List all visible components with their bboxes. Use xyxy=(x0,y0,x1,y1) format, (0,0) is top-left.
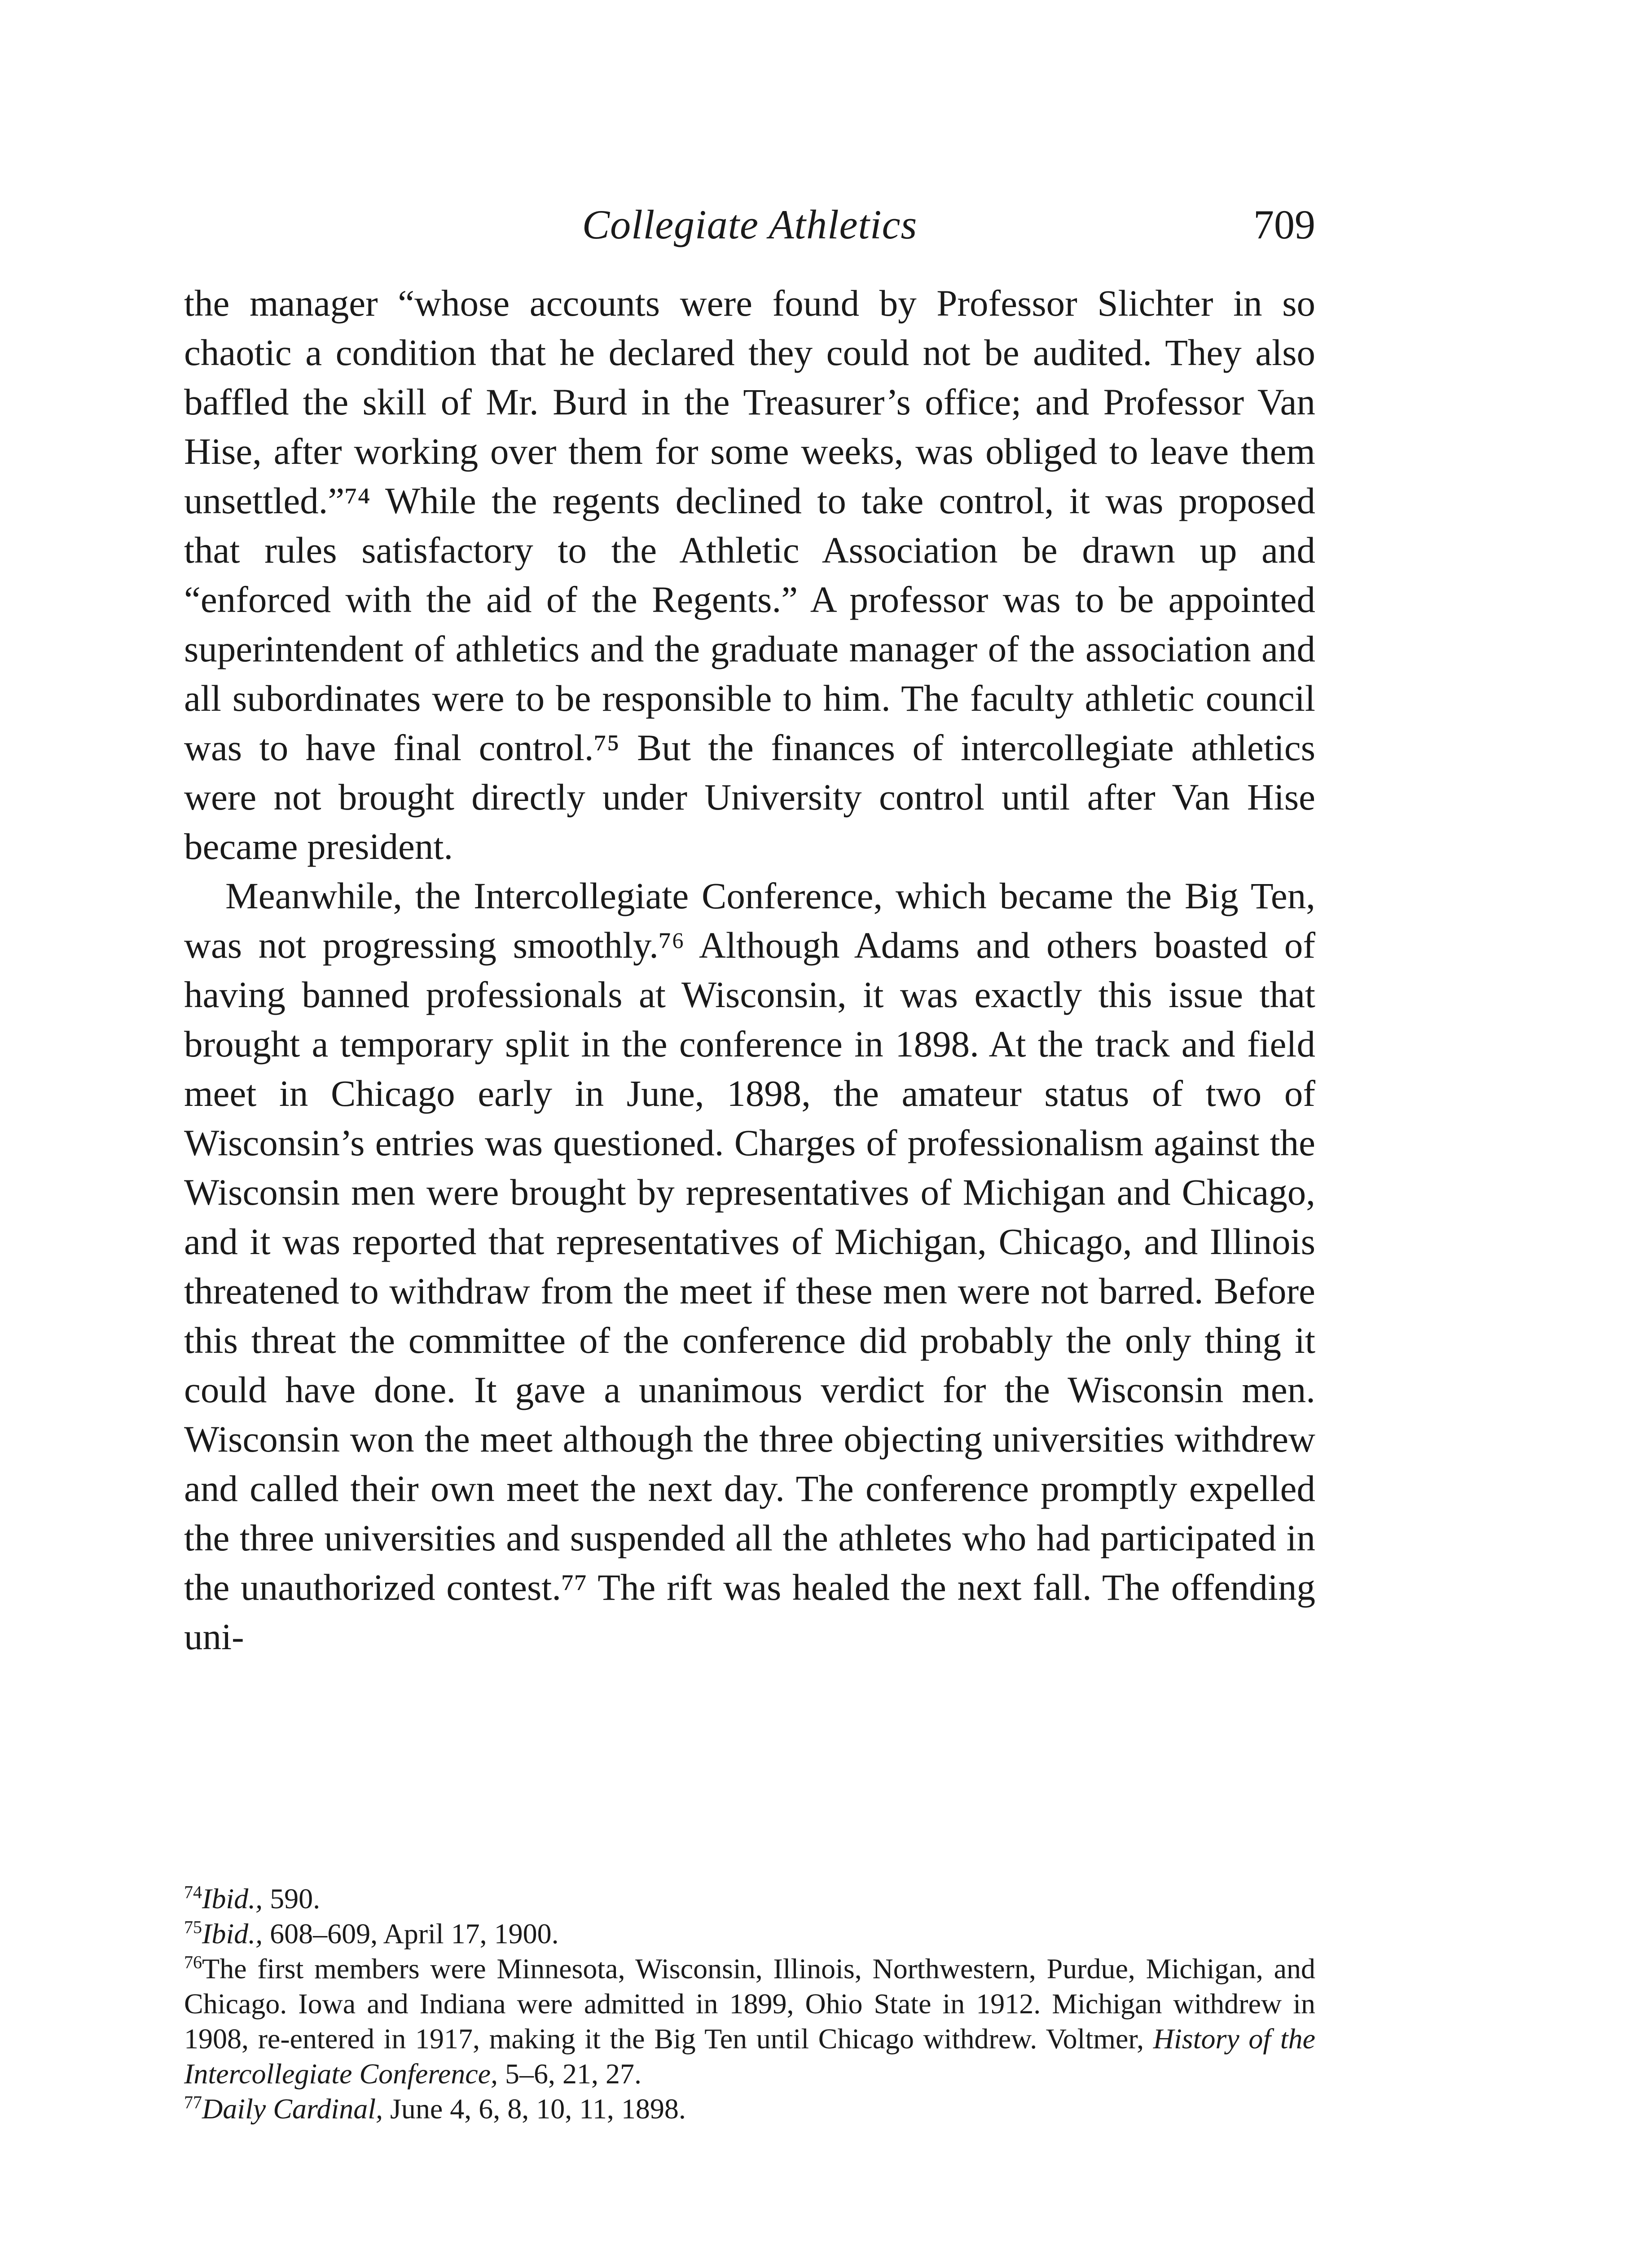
footnote-source: Daily Cardinal, xyxy=(202,2093,383,2125)
footnote-source: Ibid., xyxy=(202,1883,263,1915)
page-header xyxy=(184,193,1315,256)
footnote-75 xyxy=(184,1916,1315,1951)
footnote-number: 74 xyxy=(184,1882,202,1902)
footnote-74 xyxy=(184,1881,1315,1916)
footnote-text: The first members were Minnesota, Wisconsin, Illinois, Northwestern, Purdue, Michigan, and Chicago. Iowa and Indiana were admitted in 1899, Ohio State in 1912. Michigan withdrew in 1908, re-entered in 1917, making it the Big Ten until Chicago withdrew. Voltmer, xyxy=(184,1953,1315,2055)
footnote-number: 77 xyxy=(184,2092,202,2113)
paragraph-continued: the manager “whose accounts were found by Professor Slichter in so chaotic a condition that he declared they could not be audited. They also baffled the skill of Mr. Burd in the Treasurer’s office; and Professor Van Hise, after working over them for some weeks, was obliged to leave them unsettled.”⁷⁴ While the regents declined to take control, it was proposed that rules satisfactory to the Athletic Association be drawn up and “enforced with the aid of the Regents.” A professor was to be appointed superintendent of athletics and the graduate manager of the association and all subordinates were to be responsible to him. The faculty athletic council was to have final control.⁷⁵ But the finances of intercollegiate athletics were not brought directly under University control until after Van Hise became president. xyxy=(184,282,1315,867)
footnote-source: History of the Intercollegiate Conference, xyxy=(184,2023,1316,2090)
running-head: Collegiate Athletics xyxy=(582,202,918,247)
footnote-text: 608–609, April 17, 1900. xyxy=(263,1918,559,1950)
footnote-source: Ibid., xyxy=(202,1918,263,1950)
footnote-text: June 4, 6, 8, 10, 11, 1898. xyxy=(382,2093,686,2125)
page-number: 709 xyxy=(1253,202,1315,247)
footnote-text: 5–6, 21, 27. xyxy=(498,2058,641,2090)
footnote-text: 590. xyxy=(263,1883,321,1915)
footnote-number: 76 xyxy=(184,1952,202,1972)
body-text xyxy=(184,278,1315,1661)
footnote-77 xyxy=(184,2091,1315,2126)
footnotes xyxy=(184,1881,1315,2126)
footnote-number: 75 xyxy=(184,1917,202,1937)
paragraph-conference: Meanwhile, the Intercollegiate Conference, which became the Big Ten, was not progressing smoothly.⁷⁶ Although Adams and others boasted of having banned professionals at Wisconsin, it was exactly this issue that brought a temporary split in the conference in 1898. At the track and field meet in Chicago early in June, 1898, the amateur status of two of Wisconsin’s entries was questioned. Charges of professionalism against the Wisconsin men were brought by representatives of Michigan and Chicago, and it was reported that representatives of Michigan, Chicago, and Illinois threatened to withdraw from the meet if these men were not barred. Before this threat the committee of the conference did probably the only thing it could have done. It gave a unanimous verdict for the Wisconsin men. Wisconsin won the meet although the three objecting universities withdrew and called their own meet the next day. The conference promptly expelled the three universities and suspended all the athletes who had participated in the unauthorized contest.⁷⁷ The rift was healed the next fall. The offending uni- xyxy=(184,875,1315,1657)
footnote-76 xyxy=(184,1951,1315,2091)
